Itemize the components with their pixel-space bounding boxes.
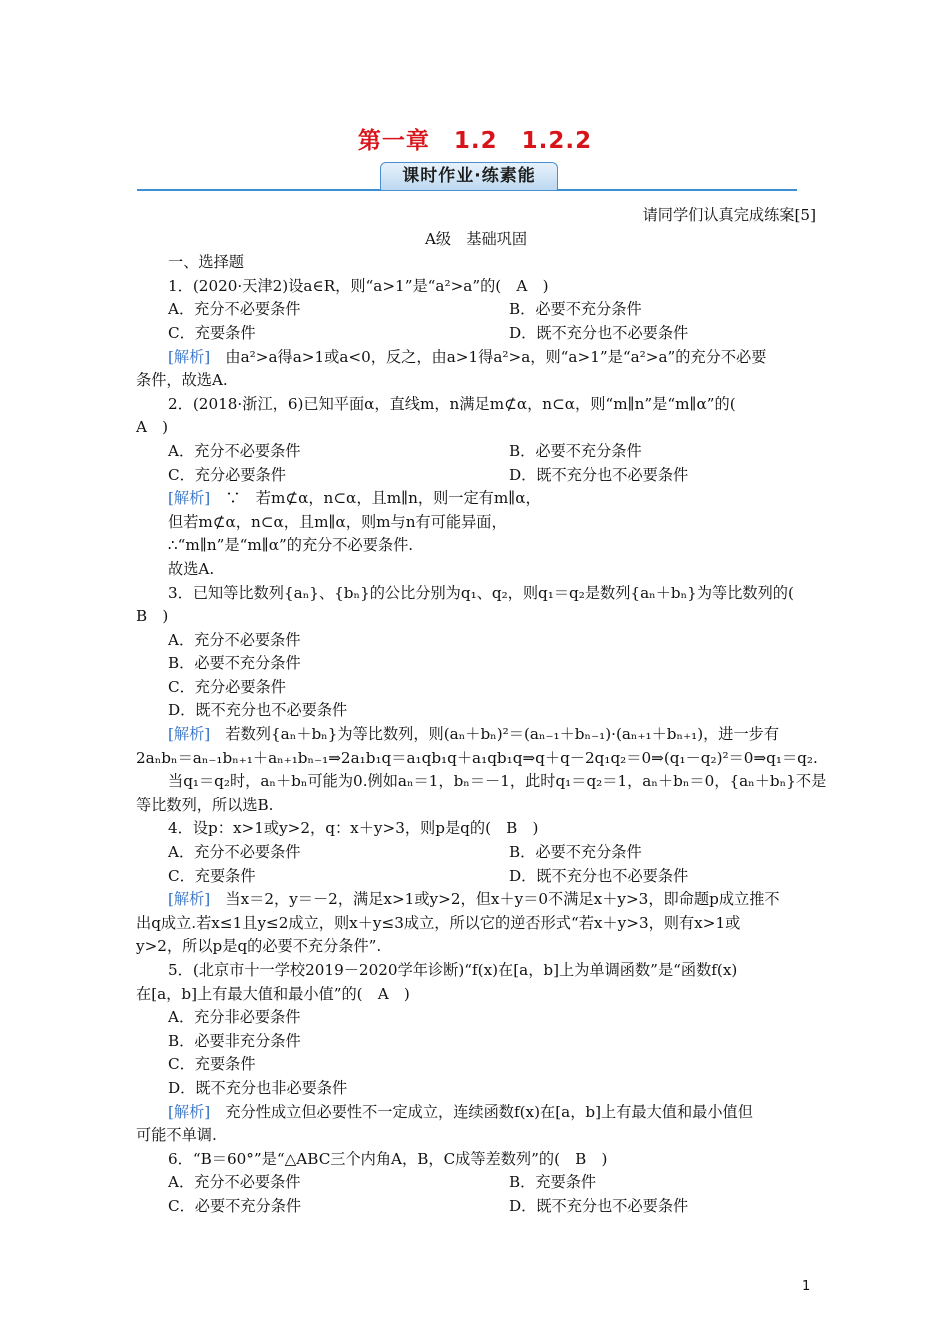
level-heading: A级 基础巩固 [424,229,528,248]
question-stem-cont: B ) [136,607,169,626]
analysis-line: 条件，故选A. [136,371,228,390]
option: B．必要不充分条件 [509,441,642,460]
option: B．充要条件 [509,1173,597,1192]
option: D．既不充分也非必要条件 [168,1078,348,1097]
section-heading: 一、选择题 [168,253,244,272]
option: C．充要条件 [168,323,256,342]
practice-note: 请同学们认真完成练案[5] [642,206,816,224]
analysis-label: [解析] [168,890,211,909]
analysis-line: y>2，所以p是q的必要不充分条件”. [136,937,382,956]
analysis-label: [解析] [168,347,211,366]
option: A．充分不必要条件 [168,300,301,319]
option-row [136,464,816,488]
option: A．充分不必要条件 [168,441,301,460]
question-stem-cont: 在[a，b]上有最大值和最小值”的( A ) [136,984,410,1003]
analysis-line: ∴“m∥n”是“m∥α”的充分不必要条件. [168,536,414,555]
analysis-text: 充分性成立但必要性不一定成立，连续函数f(x)在[a，b]上有最大值和最小值但 [210,1102,753,1121]
option-row [136,322,816,346]
page-title: 第一章 1.2 1.2.2 [357,128,593,154]
analysis-line [136,346,816,370]
banner-label: 课时作业·练素能 [380,162,558,191]
analysis-label: [解析] [168,725,211,744]
analysis-text: 若数列{aₙ＋bₙ}为等比数列，则(aₙ＋bₙ)²＝(aₙ₋₁＋bₙ₋₁)·(aₙ₊₁＋bₙ₊₁)，进一步有 [210,725,780,744]
analysis-line: 出q成立.若x≤1且y≤2成立，则x＋y≤3成立，所以它的逆否形式“若x＋y>3，则有x>1或 [136,913,741,932]
option-row [136,841,816,865]
question-stem: 5．(北京市十一学校2019－2020学年诊断)“f(x)在[a，b]上为单调函数”是“函数f(x) [168,961,738,979]
option: C．充要条件 [168,1055,256,1074]
analysis-label: [解析] [168,489,211,508]
option: B．必要不充分条件 [168,654,301,673]
section-banner [137,162,797,192]
option: D．既不充分也不必要条件 [509,323,689,342]
question-stem: 6．“B＝60°”是“△ABC三个内角A，B，C成等差数列”的( B ) [168,1149,608,1168]
analysis-line: 故选A. [168,559,215,578]
option: C．充分必要条件 [168,465,286,484]
analysis-line [136,487,816,511]
question-stem: 3．已知等比数列{aₙ}、{bₙ}的公比分别为q₁、q₂，则q₁＝q₂是数列{aₙ＋bₙ}为等比数列的( [168,583,794,602]
option-row [136,1171,816,1195]
analysis-text: ∵ 若m⊄α，n⊂α，且m∥n，则一定有m∥α， [210,489,541,508]
option-row [136,1195,816,1219]
option: A．充分不必要条件 [168,843,301,862]
option: D．既不充分也不必要条件 [509,866,689,885]
option: D．既不充分也不必要条件 [168,701,348,720]
document-body [136,204,827,1219]
question-stem: 1．(2020·天津2)设a∈R，则“a>1”是“a²>a”的( A ) [168,276,549,295]
analysis-line [136,723,816,747]
analysis-line: 当q₁＝q₂时，aₙ＋bₙ可能为0.例如aₙ＝1，bₙ＝－1，此时q₁＝q₂＝1，aₙ＋bₙ＝0，{aₙ＋bₙ}不是 [168,772,827,791]
analysis-line [136,888,816,912]
analysis-line: 2aₙbₙ＝aₙ₋₁bₙ₊₁＋aₙ₊₁bₙ₋₁⇒2a₁b₁q＝a₁qb₁q＋a₁qb₁q⇒q＋q－2q₁q₂＝0⇒(q₁－q₂)²＝0⇒q₁＝q₂. [136,748,818,767]
analysis-line [136,1101,816,1125]
option-row [136,440,816,464]
question-stem: 2．(2018·浙江，6)已知平面α，直线m，n满足m⊄α，n⊂α，则“m∥n”是“m∥α”的( [168,394,736,413]
option: A．充分不必要条件 [168,630,301,649]
option: B．必要不充分条件 [509,843,642,862]
analysis-text: 当x＝2，y＝－2，满足x>1或y>2，但x＋y＝0不满足x＋y>3，即命题p成立推不 [210,890,780,909]
analysis-line: 可能不单调. [136,1126,217,1145]
option: D．既不充分也不必要条件 [509,1196,689,1215]
page-number: 1 [802,1279,811,1294]
option: C．必要不充分条件 [168,1196,302,1215]
option-row [136,865,816,889]
option: B．必要不充分条件 [509,300,642,319]
analysis-label: [解析] [168,1102,211,1121]
option: A．充分非必要条件 [168,1008,301,1027]
question-stem-cont: A ) [136,418,169,437]
option: B．必要非充分条件 [168,1031,301,1050]
option: D．既不充分也不必要条件 [509,465,689,484]
question-stem: 4．设p：x>1或y>2，q：x＋y>3，则p是q的( B ) [168,819,539,838]
option-row [136,298,816,322]
analysis-line: 等比数列，所以选B. [136,795,274,814]
option: C．充分必要条件 [168,677,286,696]
option: A．充分不必要条件 [168,1173,301,1192]
analysis-text: 由a²>a得a>1或a<0，反之，由a>1得a²>a，则“a>1”是“a²>a”的充分不必要 [210,347,767,366]
option: C．充要条件 [168,866,256,885]
analysis-line: 但若m⊄α，n⊂α，且m∥α，则m与n有可能异面， [168,512,507,531]
